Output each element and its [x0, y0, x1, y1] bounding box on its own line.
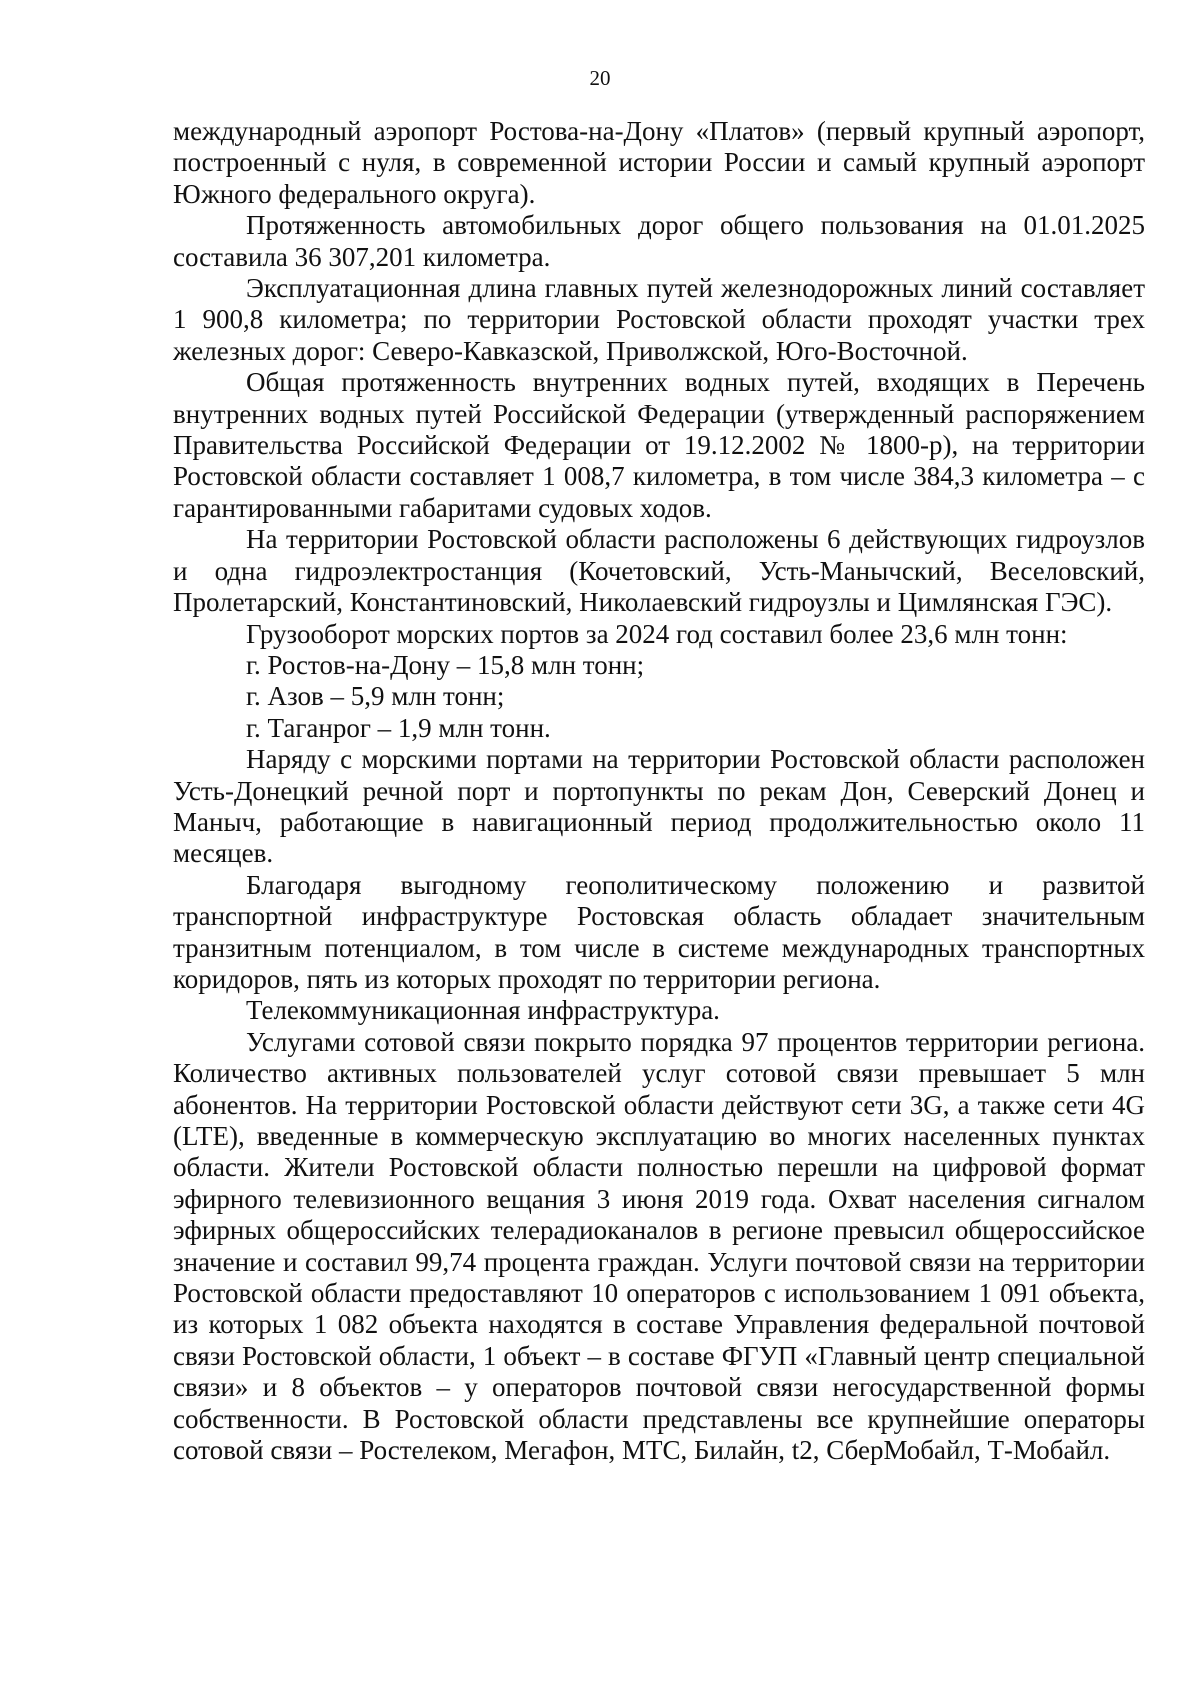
paragraph-roads: Протяженность автомобильных дорог общего пользования на 01.01.2025 составила 36 307,201 километра.	[173, 210, 1145, 272]
paragraph-river-ports: Наряду с морскими портами на территории Ростовской области расположен Усть-Донецкий речной порт и портопункты по рекам Дон, Северский Донец и Маныч, работающие в навигационный период продолжительностью около 11 месяцев.	[173, 744, 1145, 869]
section-heading-telecom: Телекоммуникационная инфраструктура.	[246, 995, 720, 1026]
paragraph-railways: Эксплуатационная длина главных путей железнодорожных линий составляет 1 900,8 километра; по территории Ростовской области проходят участки трех железных дорог: Северо-Кавказской, Приволжской, Юго-Восточной.	[173, 273, 1145, 366]
document-body	[173, 116, 1145, 1466]
list-item-rostov-port: г. Ростов-на-Дону – 15,8 млн тонн;	[246, 649, 645, 680]
paragraph-waterways: Общая протяженность внутренних водных путей, входящих в Перечень внутренних водных путей Российской Федерации (утвержденный распоряжением Правительства Российской Федерации от 19.12.2002 № 1800-р), на территории Ростовской области составляет 1 008,7 километра, в том числе 384,3 километра – с гарантированными габаритами судовых ходов.	[173, 367, 1145, 523]
paragraph-sea-port-turnover: Грузооборот морских портов за 2024 год составил более 23,6 млн тонн:	[246, 618, 1068, 649]
list-item-taganrog-port: г. Таганрог – 1,9 млн тонн.	[246, 712, 551, 743]
paragraph-transit-potential: Благодаря выгодному геополитическому положению и развитой транспортной инфраструктуре Ростовская область обладает значительным транзитным потенциалом, в том числе в системе международных транспортных коридоров, пять из которых проходят по территории региона.	[173, 869, 1145, 994]
list-item-azov-port: г. Азов – 5,9 млн тонн;	[246, 681, 505, 712]
paragraph-hydro-nodes: На территории Ростовской области расположены 6 действующих гидроузлов и одна гидроэлектростанция (Кочетовский, Усть-Манычский, Веселовский, Пролетарский, Константиновский, Николаевский гидроузлы и Цимлянская ГЭС).	[173, 524, 1145, 618]
page-number: 20	[589, 66, 611, 90]
paragraph-telecom: Услугами сотовой связи покрыто порядка 97 процентов территории региона. Количество активных пользователей услуг сотовой связи превышает 5 млн абонентов. На территории Ростовской области действуют сети 3G, а также сети 4G (LTE), введенные в коммерческую эксплуатацию во многих населенных пунктах области. Жители Ростовской области полностью перешли на цифровой формат эфирного телевизионного вещания 3 июня 2019 года. Охват населения сигналом эфирных общероссийских телерадиоканалов в регионе превысил общероссийское значение и составил 99,74 процента граждан. Услуги почтовой связи на территории Ростовской области предоставляют 10 операторов с использованием 1 091 объекта, из которых 1 082 объекта находятся в составе Управления федеральной почтовой связи Ростовской области, 1 объект – в составе ФГУП «Главный центр специальной связи» и 8 объектов – у операторов почтовой связи негосударственной формы собственности. В Ростовской области представлены все крупнейшие операторы сотовой связи – Ростелеком, Мегафон, МТС, Билайн, t2, СберМобайл, Т-Мобайл.	[173, 1026, 1145, 1466]
paragraph-airport-continuation: международный аэропорт Ростова-на-Дону «Платов» (первый крупный аэропорт, построенный с нуля, в современной истории России и самый крупный аэропорт Южного федерального округа).	[173, 116, 1145, 209]
